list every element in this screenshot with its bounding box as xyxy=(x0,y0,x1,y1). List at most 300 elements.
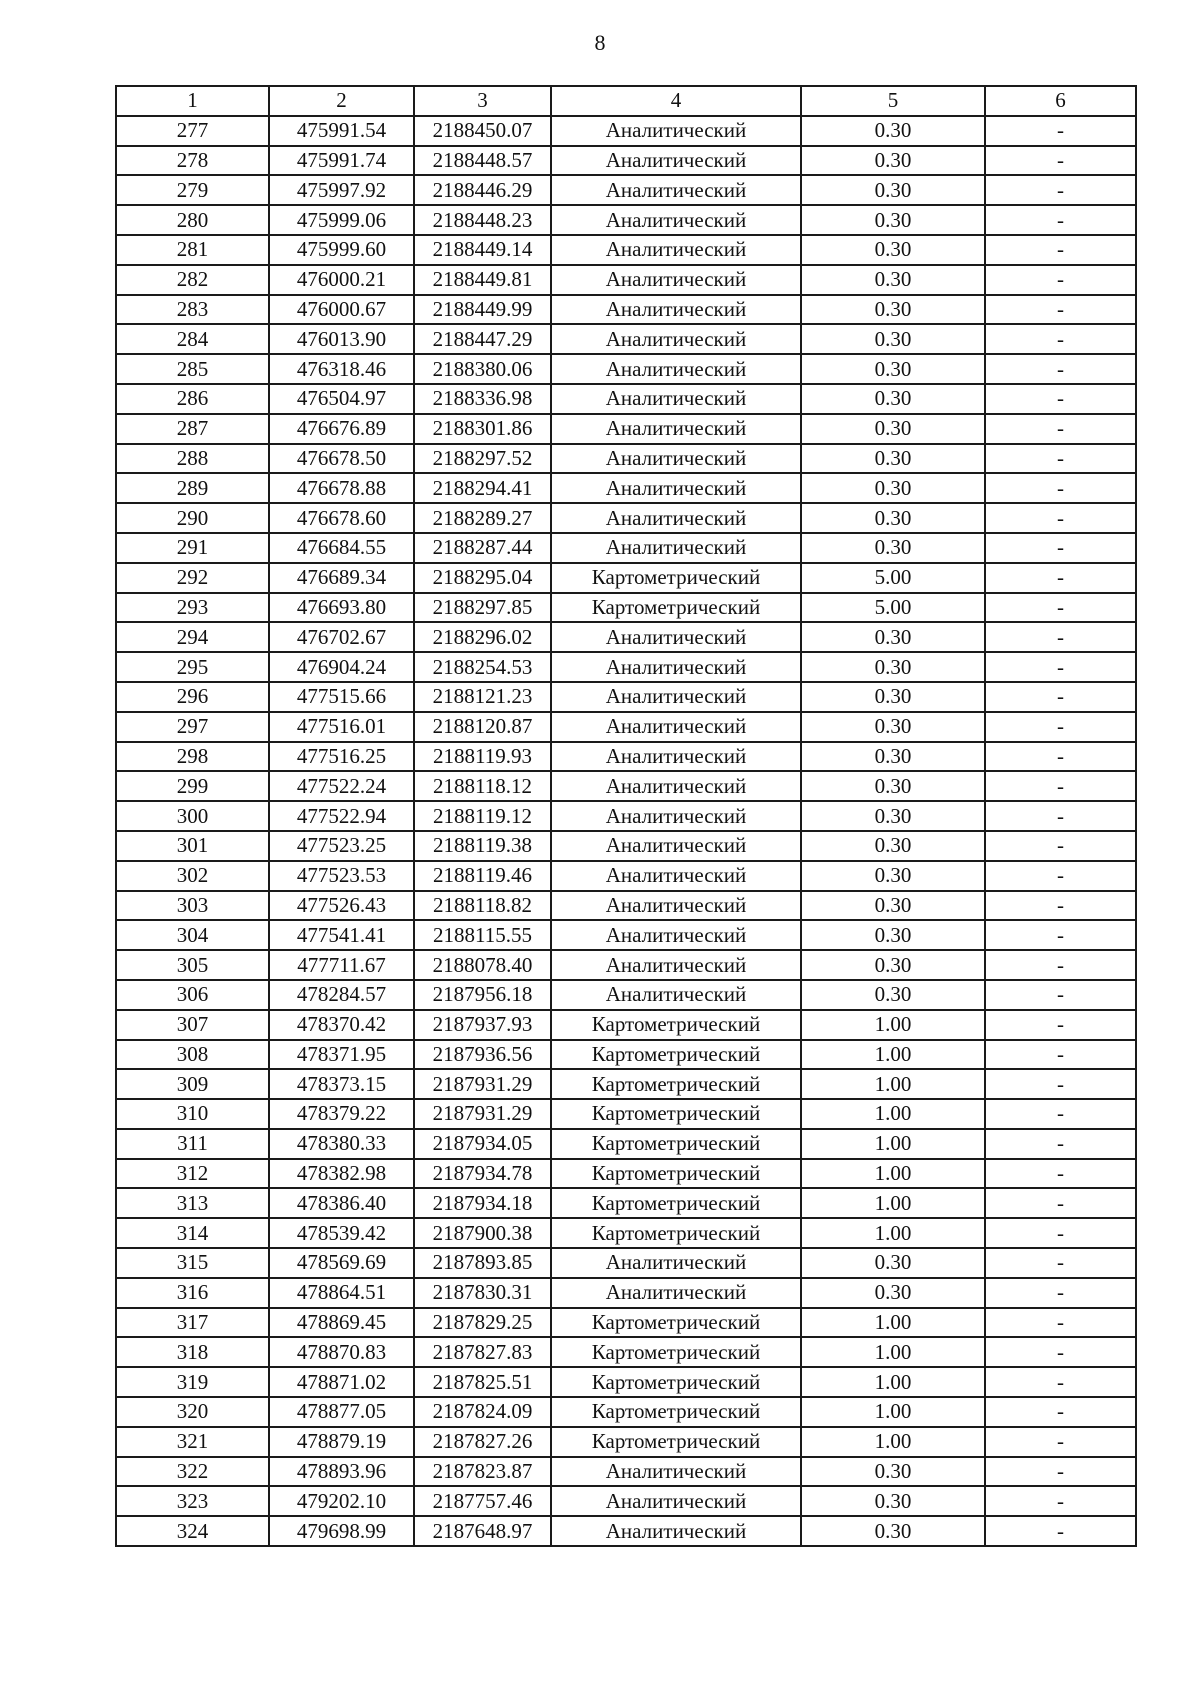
accuracy-cell: 1.00 xyxy=(801,1099,985,1129)
point-number-cell: 307 xyxy=(116,1010,269,1040)
y-coordinate-cell: 2187825.51 xyxy=(414,1367,551,1397)
x-coordinate-cell: 476678.50 xyxy=(269,444,414,474)
point-number-cell: 303 xyxy=(116,891,269,921)
point-number-cell: 311 xyxy=(116,1129,269,1159)
note-cell: - xyxy=(985,622,1136,652)
x-coordinate-cell: 478382.98 xyxy=(269,1159,414,1189)
table-row xyxy=(116,712,1136,742)
accuracy-cell: 0.30 xyxy=(801,444,985,474)
table-row xyxy=(116,652,1136,682)
note-cell: - xyxy=(985,801,1136,831)
table-row xyxy=(116,265,1136,295)
note-cell: - xyxy=(985,712,1136,742)
point-number-cell: 310 xyxy=(116,1099,269,1129)
table-row xyxy=(116,295,1136,325)
note-cell: - xyxy=(985,444,1136,474)
accuracy-cell: 5.00 xyxy=(801,593,985,623)
accuracy-cell: 0.30 xyxy=(801,1278,985,1308)
point-number-cell: 291 xyxy=(116,533,269,563)
accuracy-cell: 0.30 xyxy=(801,324,985,354)
y-coordinate-cell: 2187827.26 xyxy=(414,1427,551,1457)
y-coordinate-cell: 2188078.40 xyxy=(414,950,551,980)
y-coordinate-cell: 2188289.27 xyxy=(414,503,551,533)
x-coordinate-cell: 479202.10 xyxy=(269,1486,414,1516)
method-cell: Аналитический xyxy=(551,473,801,503)
note-cell: - xyxy=(985,861,1136,891)
y-coordinate-cell: 2188115.55 xyxy=(414,920,551,950)
point-number-cell: 319 xyxy=(116,1367,269,1397)
note-cell: - xyxy=(985,1040,1136,1070)
note-cell: - xyxy=(985,175,1136,205)
column-header-2: 2 xyxy=(269,86,414,116)
method-cell: Аналитический xyxy=(551,295,801,325)
y-coordinate-cell: 2187829.25 xyxy=(414,1308,551,1338)
y-coordinate-cell: 2188119.46 xyxy=(414,861,551,891)
point-number-cell: 300 xyxy=(116,801,269,831)
x-coordinate-cell: 476689.34 xyxy=(269,563,414,593)
note-cell: - xyxy=(985,1397,1136,1427)
note-cell: - xyxy=(985,652,1136,682)
table-row xyxy=(116,831,1136,861)
table-header xyxy=(116,86,1136,116)
accuracy-cell: 0.30 xyxy=(801,116,985,146)
note-cell: - xyxy=(985,563,1136,593)
note-cell: - xyxy=(985,503,1136,533)
table-row xyxy=(116,1486,1136,1516)
point-number-cell: 278 xyxy=(116,146,269,176)
accuracy-cell: 0.30 xyxy=(801,384,985,414)
x-coordinate-cell: 478869.45 xyxy=(269,1308,414,1338)
note-cell: - xyxy=(985,414,1136,444)
point-number-cell: 294 xyxy=(116,622,269,652)
y-coordinate-cell: 2188118.82 xyxy=(414,891,551,921)
column-header-5: 5 xyxy=(801,86,985,116)
accuracy-cell: 0.30 xyxy=(801,801,985,831)
x-coordinate-cell: 476678.60 xyxy=(269,503,414,533)
accuracy-cell: 1.00 xyxy=(801,1159,985,1189)
table-row xyxy=(116,384,1136,414)
accuracy-cell: 1.00 xyxy=(801,1427,985,1457)
point-number-cell: 301 xyxy=(116,831,269,861)
point-number-cell: 314 xyxy=(116,1218,269,1248)
point-number-cell: 304 xyxy=(116,920,269,950)
accuracy-cell: 1.00 xyxy=(801,1308,985,1338)
x-coordinate-cell: 475997.92 xyxy=(269,175,414,205)
header-row xyxy=(116,86,1136,116)
x-coordinate-cell: 476013.90 xyxy=(269,324,414,354)
accuracy-cell: 1.00 xyxy=(801,1367,985,1397)
note-cell: - xyxy=(985,1308,1136,1338)
method-cell: Аналитический xyxy=(551,920,801,950)
table-row xyxy=(116,1129,1136,1159)
x-coordinate-cell: 477522.94 xyxy=(269,801,414,831)
point-number-cell: 293 xyxy=(116,593,269,623)
y-coordinate-cell: 2188294.41 xyxy=(414,473,551,503)
table-row xyxy=(116,235,1136,265)
note-cell: - xyxy=(985,1099,1136,1129)
method-cell: Картометрический xyxy=(551,1218,801,1248)
method-cell: Аналитический xyxy=(551,444,801,474)
point-number-cell: 308 xyxy=(116,1040,269,1070)
x-coordinate-cell: 475991.74 xyxy=(269,146,414,176)
accuracy-cell: 0.30 xyxy=(801,831,985,861)
point-number-cell: 302 xyxy=(116,861,269,891)
note-cell: - xyxy=(985,295,1136,325)
x-coordinate-cell: 475999.06 xyxy=(269,205,414,235)
column-header-6: 6 xyxy=(985,86,1136,116)
accuracy-cell: 0.30 xyxy=(801,235,985,265)
note-cell: - xyxy=(985,146,1136,176)
y-coordinate-cell: 2188297.85 xyxy=(414,593,551,623)
x-coordinate-cell: 477523.53 xyxy=(269,861,414,891)
accuracy-cell: 1.00 xyxy=(801,1010,985,1040)
note-cell: - xyxy=(985,384,1136,414)
point-number-cell: 280 xyxy=(116,205,269,235)
y-coordinate-cell: 2188446.29 xyxy=(414,175,551,205)
accuracy-cell: 0.30 xyxy=(801,771,985,801)
table-row xyxy=(116,1248,1136,1278)
y-coordinate-cell: 2187934.05 xyxy=(414,1129,551,1159)
y-coordinate-cell: 2188449.14 xyxy=(414,235,551,265)
method-cell: Аналитический xyxy=(551,622,801,652)
table-row xyxy=(116,801,1136,831)
y-coordinate-cell: 2188119.38 xyxy=(414,831,551,861)
x-coordinate-cell: 477541.41 xyxy=(269,920,414,950)
y-coordinate-cell: 2187937.93 xyxy=(414,1010,551,1040)
point-number-cell: 320 xyxy=(116,1397,269,1427)
table-row xyxy=(116,1069,1136,1099)
method-cell: Картометрический xyxy=(551,1040,801,1070)
point-number-cell: 297 xyxy=(116,712,269,742)
x-coordinate-cell: 477516.25 xyxy=(269,742,414,772)
table-row xyxy=(116,622,1136,652)
accuracy-cell: 0.30 xyxy=(801,742,985,772)
note-cell: - xyxy=(985,831,1136,861)
accuracy-cell: 0.30 xyxy=(801,1457,985,1487)
point-number-cell: 306 xyxy=(116,980,269,1010)
x-coordinate-cell: 479698.99 xyxy=(269,1516,414,1546)
table-row xyxy=(116,1010,1136,1040)
note-cell: - xyxy=(985,1129,1136,1159)
point-number-cell: 288 xyxy=(116,444,269,474)
method-cell: Аналитический xyxy=(551,771,801,801)
y-coordinate-cell: 2188336.98 xyxy=(414,384,551,414)
x-coordinate-cell: 477523.25 xyxy=(269,831,414,861)
table-row xyxy=(116,1218,1136,1248)
point-number-cell: 298 xyxy=(116,742,269,772)
table-row xyxy=(116,1457,1136,1487)
method-cell: Аналитический xyxy=(551,1486,801,1516)
note-cell: - xyxy=(985,891,1136,921)
x-coordinate-cell: 478539.42 xyxy=(269,1218,414,1248)
x-coordinate-cell: 478284.57 xyxy=(269,980,414,1010)
point-number-cell: 315 xyxy=(116,1248,269,1278)
table-row xyxy=(116,1040,1136,1070)
accuracy-cell: 0.30 xyxy=(801,265,985,295)
accuracy-cell: 0.30 xyxy=(801,652,985,682)
point-number-cell: 313 xyxy=(116,1188,269,1218)
accuracy-cell: 0.30 xyxy=(801,622,985,652)
x-coordinate-cell: 478370.42 xyxy=(269,1010,414,1040)
x-coordinate-cell: 478386.40 xyxy=(269,1188,414,1218)
note-cell: - xyxy=(985,324,1136,354)
table-row xyxy=(116,1397,1136,1427)
x-coordinate-cell: 477526.43 xyxy=(269,891,414,921)
x-coordinate-cell: 476000.67 xyxy=(269,295,414,325)
note-cell: - xyxy=(985,1367,1136,1397)
point-number-cell: 277 xyxy=(116,116,269,146)
note-cell: - xyxy=(985,1010,1136,1040)
method-cell: Аналитический xyxy=(551,324,801,354)
accuracy-cell: 0.30 xyxy=(801,205,985,235)
table-row xyxy=(116,1308,1136,1338)
method-cell: Аналитический xyxy=(551,414,801,444)
y-coordinate-cell: 2188449.99 xyxy=(414,295,551,325)
y-coordinate-cell: 2188447.29 xyxy=(414,324,551,354)
accuracy-cell: 0.30 xyxy=(801,1248,985,1278)
method-cell: Картометрический xyxy=(551,1010,801,1040)
table-row xyxy=(116,533,1136,563)
accuracy-cell: 5.00 xyxy=(801,563,985,593)
x-coordinate-cell: 477711.67 xyxy=(269,950,414,980)
method-cell: Аналитический xyxy=(551,354,801,384)
note-cell: - xyxy=(985,1248,1136,1278)
point-number-cell: 318 xyxy=(116,1337,269,1367)
table-row xyxy=(116,205,1136,235)
y-coordinate-cell: 2187931.29 xyxy=(414,1099,551,1129)
note-cell: - xyxy=(985,473,1136,503)
method-cell: Аналитический xyxy=(551,861,801,891)
table-row xyxy=(116,950,1136,980)
table-row xyxy=(116,146,1136,176)
y-coordinate-cell: 2188121.23 xyxy=(414,682,551,712)
point-number-cell: 299 xyxy=(116,771,269,801)
note-cell: - xyxy=(985,950,1136,980)
accuracy-cell: 0.30 xyxy=(801,920,985,950)
accuracy-cell: 0.30 xyxy=(801,712,985,742)
accuracy-cell: 1.00 xyxy=(801,1218,985,1248)
y-coordinate-cell: 2188448.57 xyxy=(414,146,551,176)
accuracy-cell: 1.00 xyxy=(801,1129,985,1159)
method-cell: Аналитический xyxy=(551,1457,801,1487)
table-row xyxy=(116,1278,1136,1308)
point-number-cell: 292 xyxy=(116,563,269,593)
note-cell: - xyxy=(985,771,1136,801)
point-number-cell: 321 xyxy=(116,1427,269,1457)
y-coordinate-cell: 2188380.06 xyxy=(414,354,551,384)
method-cell: Картометрический xyxy=(551,1367,801,1397)
note-cell: - xyxy=(985,1337,1136,1367)
point-number-cell: 295 xyxy=(116,652,269,682)
note-cell: - xyxy=(985,1486,1136,1516)
method-cell: Аналитический xyxy=(551,1516,801,1546)
table-row xyxy=(116,1159,1136,1189)
accuracy-cell: 1.00 xyxy=(801,1040,985,1070)
x-coordinate-cell: 477516.01 xyxy=(269,712,414,742)
method-cell: Аналитический xyxy=(551,503,801,533)
x-coordinate-cell: 478371.95 xyxy=(269,1040,414,1070)
note-cell: - xyxy=(985,742,1136,772)
accuracy-cell: 0.30 xyxy=(801,861,985,891)
accuracy-cell: 0.30 xyxy=(801,354,985,384)
method-cell: Аналитический xyxy=(551,682,801,712)
accuracy-cell: 0.30 xyxy=(801,473,985,503)
table-row xyxy=(116,891,1136,921)
accuracy-cell: 1.00 xyxy=(801,1188,985,1218)
accuracy-cell: 0.30 xyxy=(801,146,985,176)
column-header-3: 3 xyxy=(414,86,551,116)
x-coordinate-cell: 476904.24 xyxy=(269,652,414,682)
method-cell: Аналитический xyxy=(551,712,801,742)
y-coordinate-cell: 2187931.29 xyxy=(414,1069,551,1099)
y-coordinate-cell: 2187827.83 xyxy=(414,1337,551,1367)
method-cell: Аналитический xyxy=(551,950,801,980)
y-coordinate-cell: 2187956.18 xyxy=(414,980,551,1010)
point-number-cell: 317 xyxy=(116,1308,269,1338)
coordinates-table xyxy=(115,85,1137,1547)
accuracy-cell: 0.30 xyxy=(801,533,985,563)
method-cell: Аналитический xyxy=(551,205,801,235)
y-coordinate-cell: 2187900.38 xyxy=(414,1218,551,1248)
y-coordinate-cell: 2187893.85 xyxy=(414,1248,551,1278)
note-cell: - xyxy=(985,1427,1136,1457)
note-cell: - xyxy=(985,533,1136,563)
x-coordinate-cell: 476693.80 xyxy=(269,593,414,623)
y-coordinate-cell: 2187648.97 xyxy=(414,1516,551,1546)
x-coordinate-cell: 478879.19 xyxy=(269,1427,414,1457)
point-number-cell: 324 xyxy=(116,1516,269,1546)
x-coordinate-cell: 476684.55 xyxy=(269,533,414,563)
accuracy-cell: 0.30 xyxy=(801,1516,985,1546)
table-row xyxy=(116,444,1136,474)
column-header-1: 1 xyxy=(116,86,269,116)
y-coordinate-cell: 2188295.04 xyxy=(414,563,551,593)
y-coordinate-cell: 2187934.78 xyxy=(414,1159,551,1189)
point-number-cell: 309 xyxy=(116,1069,269,1099)
table-row xyxy=(116,473,1136,503)
y-coordinate-cell: 2188119.93 xyxy=(414,742,551,772)
method-cell: Аналитический xyxy=(551,533,801,563)
y-coordinate-cell: 2188296.02 xyxy=(414,622,551,652)
table-row xyxy=(116,593,1136,623)
point-number-cell: 284 xyxy=(116,324,269,354)
point-number-cell: 281 xyxy=(116,235,269,265)
method-cell: Аналитический xyxy=(551,831,801,861)
accuracy-cell: 0.30 xyxy=(801,414,985,444)
x-coordinate-cell: 476318.46 xyxy=(269,354,414,384)
x-coordinate-cell: 478379.22 xyxy=(269,1099,414,1129)
method-cell: Аналитический xyxy=(551,652,801,682)
point-number-cell: 290 xyxy=(116,503,269,533)
y-coordinate-cell: 2187823.87 xyxy=(414,1457,551,1487)
x-coordinate-cell: 478871.02 xyxy=(269,1367,414,1397)
accuracy-cell: 0.30 xyxy=(801,503,985,533)
method-cell: Аналитический xyxy=(551,384,801,414)
note-cell: - xyxy=(985,116,1136,146)
table-row xyxy=(116,771,1136,801)
note-cell: - xyxy=(985,265,1136,295)
y-coordinate-cell: 2188120.87 xyxy=(414,712,551,742)
method-cell: Картометрический xyxy=(551,1069,801,1099)
note-cell: - xyxy=(985,1516,1136,1546)
method-cell: Аналитический xyxy=(551,235,801,265)
column-header-4: 4 xyxy=(551,86,801,116)
table-row xyxy=(116,324,1136,354)
note-cell: - xyxy=(985,1218,1136,1248)
point-number-cell: 285 xyxy=(116,354,269,384)
table-row xyxy=(116,1337,1136,1367)
x-coordinate-cell: 476702.67 xyxy=(269,622,414,652)
point-number-cell: 322 xyxy=(116,1457,269,1487)
table-row xyxy=(116,861,1136,891)
table-row xyxy=(116,414,1136,444)
point-number-cell: 289 xyxy=(116,473,269,503)
x-coordinate-cell: 475991.54 xyxy=(269,116,414,146)
point-number-cell: 305 xyxy=(116,950,269,980)
accuracy-cell: 0.30 xyxy=(801,980,985,1010)
table-row xyxy=(116,742,1136,772)
x-coordinate-cell: 476676.89 xyxy=(269,414,414,444)
y-coordinate-cell: 2187934.18 xyxy=(414,1188,551,1218)
point-number-cell: 282 xyxy=(116,265,269,295)
accuracy-cell: 0.30 xyxy=(801,891,985,921)
accuracy-cell: 0.30 xyxy=(801,682,985,712)
method-cell: Картометрический xyxy=(551,1337,801,1367)
point-number-cell: 323 xyxy=(116,1486,269,1516)
y-coordinate-cell: 2188119.12 xyxy=(414,801,551,831)
accuracy-cell: 0.30 xyxy=(801,950,985,980)
x-coordinate-cell: 477515.66 xyxy=(269,682,414,712)
y-coordinate-cell: 2187936.56 xyxy=(414,1040,551,1070)
y-coordinate-cell: 2188449.81 xyxy=(414,265,551,295)
method-cell: Аналитический xyxy=(551,175,801,205)
accuracy-cell: 0.30 xyxy=(801,1486,985,1516)
note-cell: - xyxy=(985,980,1136,1010)
method-cell: Картометрический xyxy=(551,1099,801,1129)
method-cell: Картометрический xyxy=(551,1159,801,1189)
note-cell: - xyxy=(985,1278,1136,1308)
method-cell: Аналитический xyxy=(551,891,801,921)
method-cell: Аналитический xyxy=(551,801,801,831)
method-cell: Картометрический xyxy=(551,1397,801,1427)
x-coordinate-cell: 478373.15 xyxy=(269,1069,414,1099)
note-cell: - xyxy=(985,1188,1136,1218)
y-coordinate-cell: 2188450.07 xyxy=(414,116,551,146)
y-coordinate-cell: 2188301.86 xyxy=(414,414,551,444)
note-cell: - xyxy=(985,205,1136,235)
method-cell: Аналитический xyxy=(551,116,801,146)
accuracy-cell: 0.30 xyxy=(801,175,985,205)
method-cell: Картометрический xyxy=(551,563,801,593)
table-row xyxy=(116,920,1136,950)
y-coordinate-cell: 2187824.09 xyxy=(414,1397,551,1427)
y-coordinate-cell: 2187830.31 xyxy=(414,1278,551,1308)
x-coordinate-cell: 475999.60 xyxy=(269,235,414,265)
accuracy-cell: 1.00 xyxy=(801,1069,985,1099)
point-number-cell: 296 xyxy=(116,682,269,712)
y-coordinate-cell: 2187757.46 xyxy=(414,1486,551,1516)
method-cell: Картометрический xyxy=(551,1427,801,1457)
method-cell: Аналитический xyxy=(551,265,801,295)
x-coordinate-cell: 478877.05 xyxy=(269,1397,414,1427)
table-row xyxy=(116,980,1136,1010)
point-number-cell: 286 xyxy=(116,384,269,414)
x-coordinate-cell: 478569.69 xyxy=(269,1248,414,1278)
y-coordinate-cell: 2188254.53 xyxy=(414,652,551,682)
accuracy-cell: 0.30 xyxy=(801,295,985,325)
note-cell: - xyxy=(985,354,1136,384)
point-number-cell: 312 xyxy=(116,1159,269,1189)
